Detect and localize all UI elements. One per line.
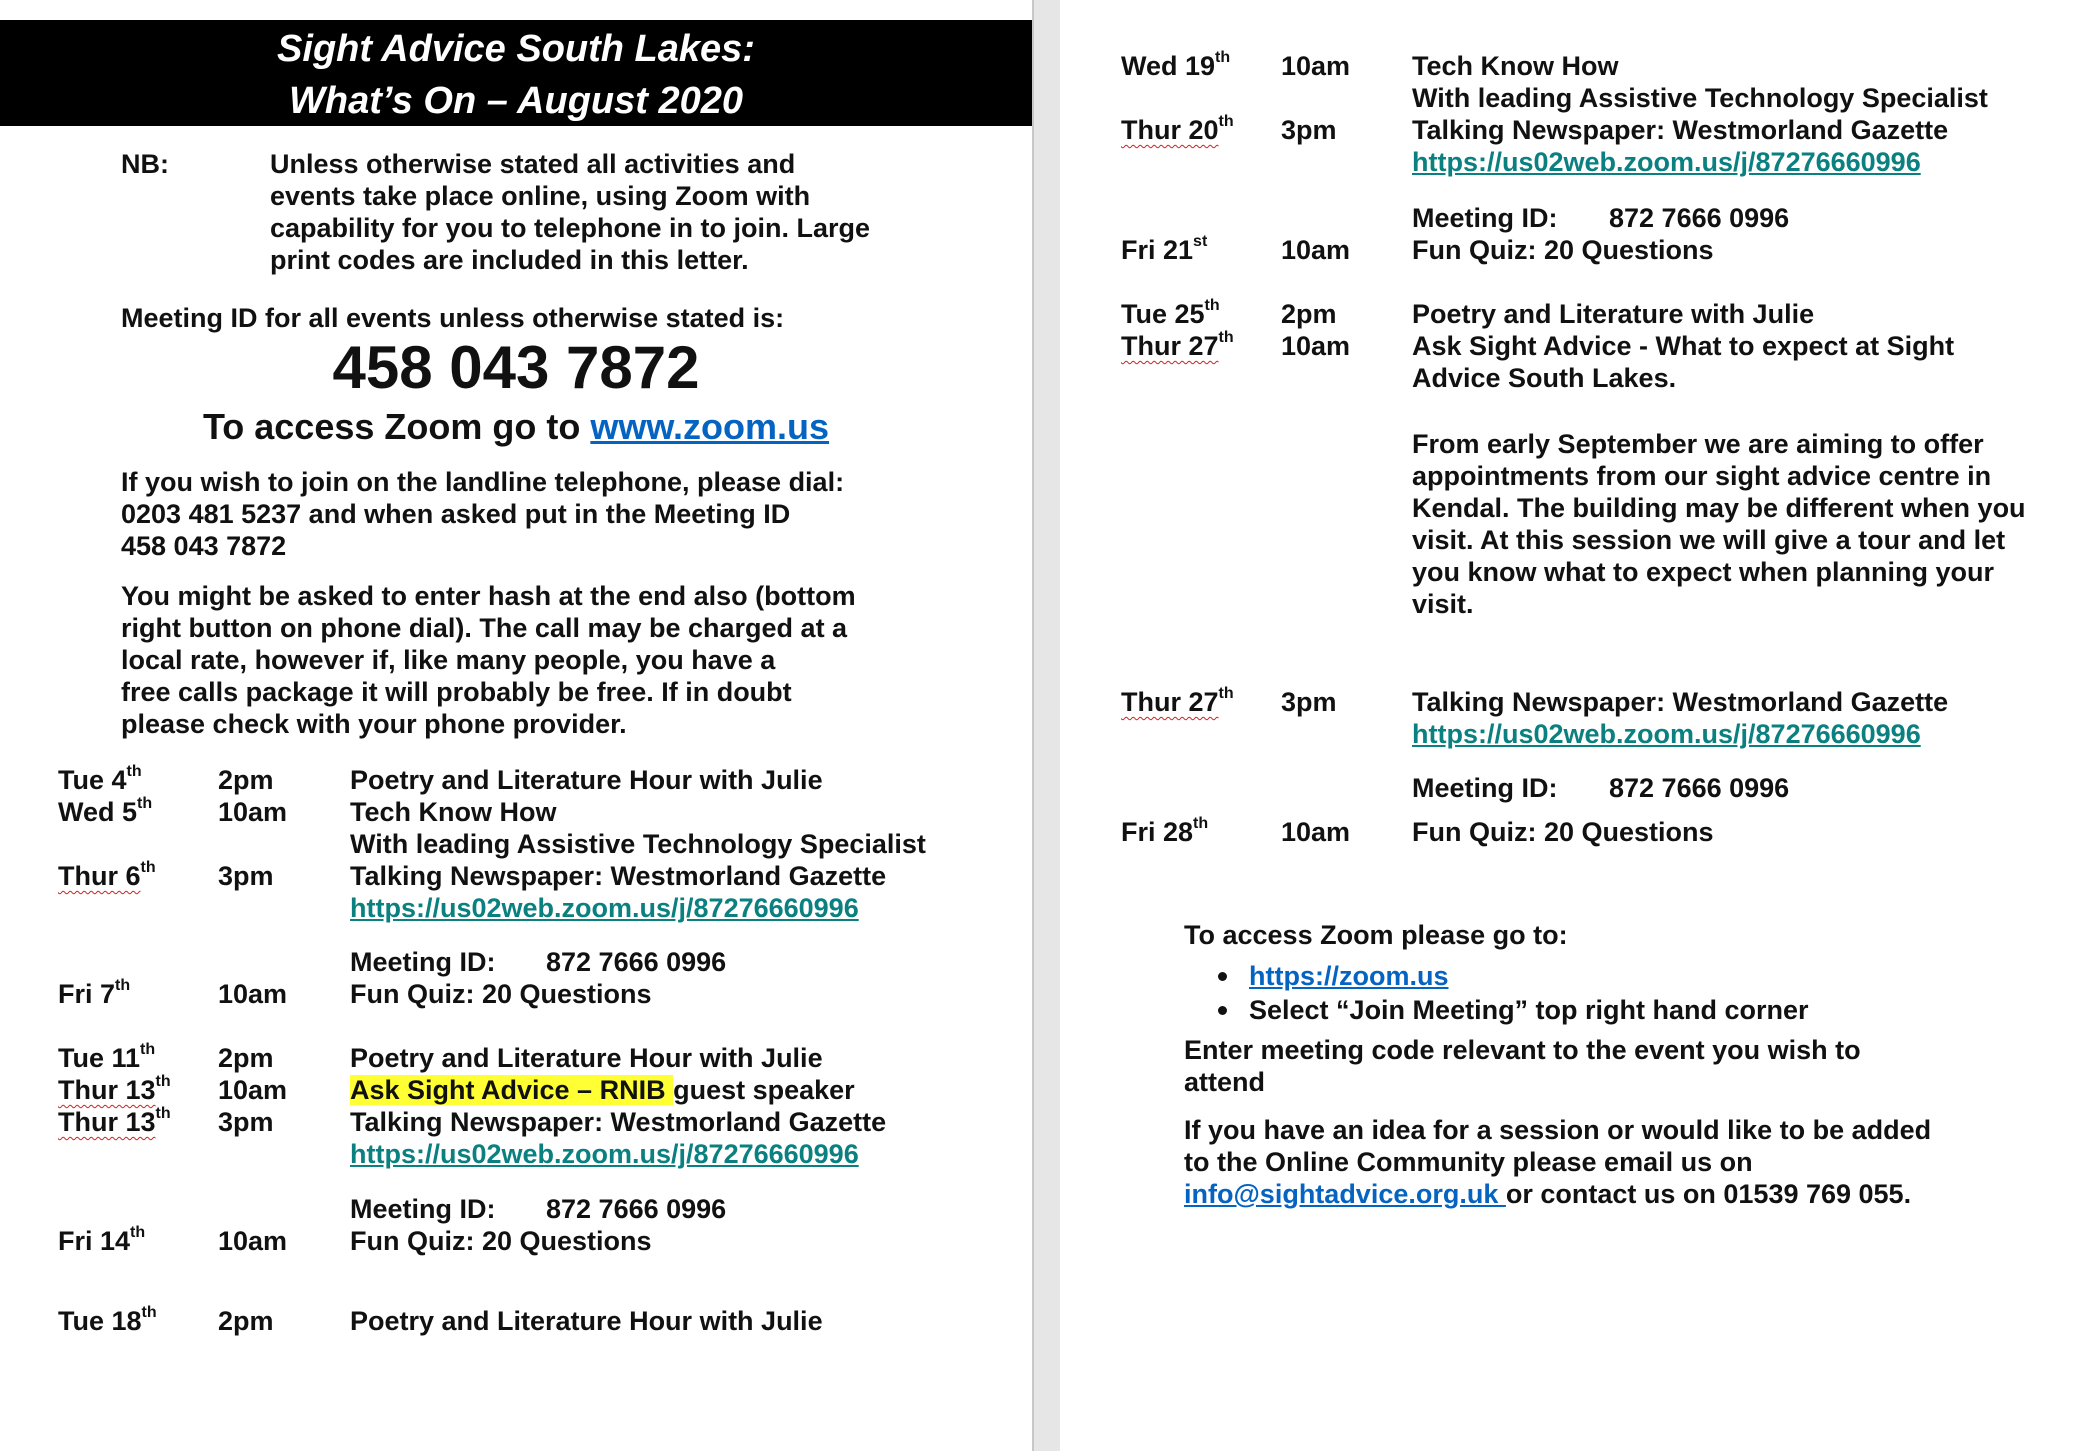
event-title: Fun Quiz: 20 Questions: [1412, 235, 1714, 265]
event-day: Thur 27th: [1121, 685, 1234, 717]
event-title: Poetry and Literature Hour with Julie: [350, 765, 823, 795]
bullet-icon: [1218, 972, 1227, 981]
event-time: 2pm: [218, 765, 274, 795]
event-day: Tue 11th: [58, 1041, 156, 1073]
hash-line: free calls package it will probably be free. If in doubt: [121, 677, 792, 707]
hash-line: local rate, however if, like many people, you have a: [121, 645, 776, 675]
email-link[interactable]: info@sightadvice.org.uk: [1184, 1179, 1506, 1209]
landline-line: If you wish to join on the landline telephone, please dial:: [121, 467, 845, 497]
meeting-id-value: 872 7666 0996: [546, 1194, 727, 1224]
hash-line: please check with your phone provider.: [121, 709, 627, 739]
zoom-access-text: To access Zoom go to: [202, 406, 581, 447]
nb-line: print codes are included in this letter.: [270, 245, 749, 275]
nb-line: Unless otherwise stated all activities and: [270, 149, 796, 179]
event-day: Tue 4th: [58, 763, 142, 795]
zoom-website-link[interactable]: www.zoom.us: [590, 406, 830, 447]
event-title: Tech Know How: [1412, 51, 1619, 81]
event-day: Fri 28th: [1121, 815, 1209, 847]
event-time: 10am: [1281, 331, 1351, 361]
hash-line: You might be asked to enter hash at the end also (bottom: [121, 581, 856, 611]
event-time: 10am: [1281, 51, 1351, 81]
note-line: Enter meeting code relevant to the event you wish to: [1184, 1035, 1861, 1065]
note-line: attend: [1184, 1067, 1265, 1097]
title-banner: [0, 20, 1032, 126]
event-title-line: Ask Sight Advice - What to expect at Sight: [1412, 331, 1955, 361]
event-time: 3pm: [1281, 687, 1337, 717]
meeting-id-value: 872 7666 0996: [1609, 203, 1790, 233]
event-title: Fun Quiz: 20 Questions: [350, 979, 652, 1009]
title-line-2: What’s On – August 2020: [289, 80, 743, 122]
meeting-id-label: Meeting ID:: [1412, 773, 1558, 803]
event-day: Fri 7th: [58, 977, 131, 1009]
description-line: visit.: [1412, 589, 1474, 619]
event-time: 2pm: [218, 1043, 274, 1073]
landline-instructions: [121, 466, 844, 562]
event-time: 10am: [218, 797, 288, 827]
event-time: 3pm: [218, 861, 274, 891]
page-gutter: [1032, 0, 1060, 1451]
nb-line: capability for you to telephone in to join. Large: [270, 213, 871, 243]
event-title: Talking Newspaper: Westmorland Gazette: [1412, 115, 1949, 145]
landline-line: 458 043 7872: [121, 531, 287, 561]
event-title: Ask Sight Advice – RNIB guest speaker: [350, 1075, 855, 1105]
meeting-id-value: 872 7666 0996: [546, 947, 727, 977]
title-line-1: Sight Advice South Lakes:: [277, 28, 755, 70]
meeting-id-value: 872 7666 0996: [1609, 773, 1790, 803]
hash-note: [121, 580, 856, 740]
zoom-meeting-link[interactable]: https://us02web.zoom.us/j/87276660996: [350, 1139, 859, 1169]
description-line: Kendal. The building may be different when you: [1412, 493, 2026, 523]
event-day: Fri 14th: [58, 1224, 146, 1256]
description-line: you know what to expect when planning your: [1412, 557, 1995, 587]
bullet-icon: [1218, 1006, 1227, 1015]
event-day: Thur 13th: [58, 1105, 171, 1137]
zoom-meeting-link[interactable]: https://us02web.zoom.us/j/87276660996: [1412, 719, 1921, 749]
instructions-bullet: Select “Join Meeting” top right hand corner: [1218, 994, 1809, 1026]
meeting-id-label: Meeting ID:: [350, 1194, 496, 1224]
event-title: Tech Know How: [350, 797, 557, 827]
nb-line: events take place online, using Zoom with: [270, 181, 811, 211]
event-title: [1412, 330, 1954, 394]
zoom-meeting-link[interactable]: https://us02web.zoom.us/j/87276660996: [350, 893, 859, 923]
event-time: 3pm: [218, 1107, 274, 1137]
event-title: Talking Newspaper: Westmorland Gazette: [350, 1107, 887, 1137]
nb-text: [270, 148, 870, 276]
zoom-website-link[interactable]: https://zoom.us: [1249, 961, 1449, 991]
zoom-meeting-link[interactable]: https://us02web.zoom.us/j/87276660996: [1412, 147, 1921, 177]
event-day: Thur 13th: [58, 1073, 171, 1105]
event-title: Fun Quiz: 20 Questions: [350, 1226, 652, 1256]
note-line: to the Online Community please email us on: [1184, 1147, 1753, 1177]
event-subtitle: With leading Assistive Technology Specialist: [1412, 83, 1988, 113]
event-title: Poetry and Literature Hour with Julie: [350, 1306, 823, 1336]
event-time: 10am: [218, 1226, 288, 1256]
note-line: If you have an idea for a session or would like to be added: [1184, 1115, 1932, 1145]
event-title-line: Advice South Lakes.: [1412, 363, 1677, 393]
description-line: appointments from our sight advice centre in: [1412, 461, 1992, 491]
event-title: Fun Quiz: 20 Questions: [1412, 817, 1714, 847]
event-time: 10am: [1281, 817, 1351, 847]
contact-note: [1184, 1114, 1931, 1210]
event-time: 10am: [218, 1075, 288, 1105]
event-day: Fri 21st: [1121, 233, 1208, 265]
main-meeting-id: 458 043 7872: [332, 334, 700, 401]
landline-line: 0203 481 5237 and when asked put in the Meeting ID: [121, 499, 791, 529]
meeting-id-label: Meeting ID:: [1412, 203, 1558, 233]
enter-code-note: [1184, 1034, 1861, 1098]
event-time: 10am: [218, 979, 288, 1009]
event-day: Thur 27th: [1121, 329, 1234, 361]
highlighted-text: Ask Sight Advice – RNIB: [350, 1075, 674, 1105]
event-title: Talking Newspaper: Westmorland Gazette: [1412, 687, 1949, 717]
description-line: visit. At this session we will give a tour and let: [1412, 525, 2006, 555]
event-day: Tue 25th: [1121, 297, 1220, 329]
event-day: Wed 19th: [1121, 49, 1231, 81]
event-time: 2pm: [1281, 299, 1337, 329]
meeting-id-intro: Meeting ID for all events unless otherwise stated is:: [121, 303, 785, 333]
instructions-bullet: [1218, 960, 1448, 992]
event-title: Poetry and Literature Hour with Julie: [350, 1043, 823, 1073]
contact-line: info@sightadvice.org.uk or contact us on 01539 769 055.: [1184, 1179, 1912, 1209]
page-divider: [1032, 0, 1034, 1451]
event-day: Thur 20th: [1121, 113, 1234, 145]
meeting-id-label: Meeting ID:: [350, 947, 496, 977]
event-time: 2pm: [218, 1306, 274, 1336]
event-title: Talking Newspaper: Westmorland Gazette: [350, 861, 887, 891]
event-time: 10am: [1281, 235, 1351, 265]
event-title: Poetry and Literature with Julie: [1412, 299, 1815, 329]
description-line: From early September we are aiming to offer: [1412, 429, 1984, 459]
event-description: [1412, 428, 2026, 620]
event-time: 3pm: [1281, 115, 1337, 145]
event-day: Wed 5th: [58, 795, 153, 827]
hash-line: right button on phone dial). The call may be charged at a: [121, 613, 848, 643]
instructions-heading: To access Zoom please go to:: [1184, 920, 1568, 950]
nb-label: NB:: [121, 149, 169, 179]
event-day: Tue 18th: [58, 1304, 157, 1336]
event-day: Thur 6th: [58, 859, 156, 891]
zoom-access-line: [0, 405, 1032, 449]
event-subtitle: With leading Assistive Technology Specialist: [350, 829, 926, 859]
